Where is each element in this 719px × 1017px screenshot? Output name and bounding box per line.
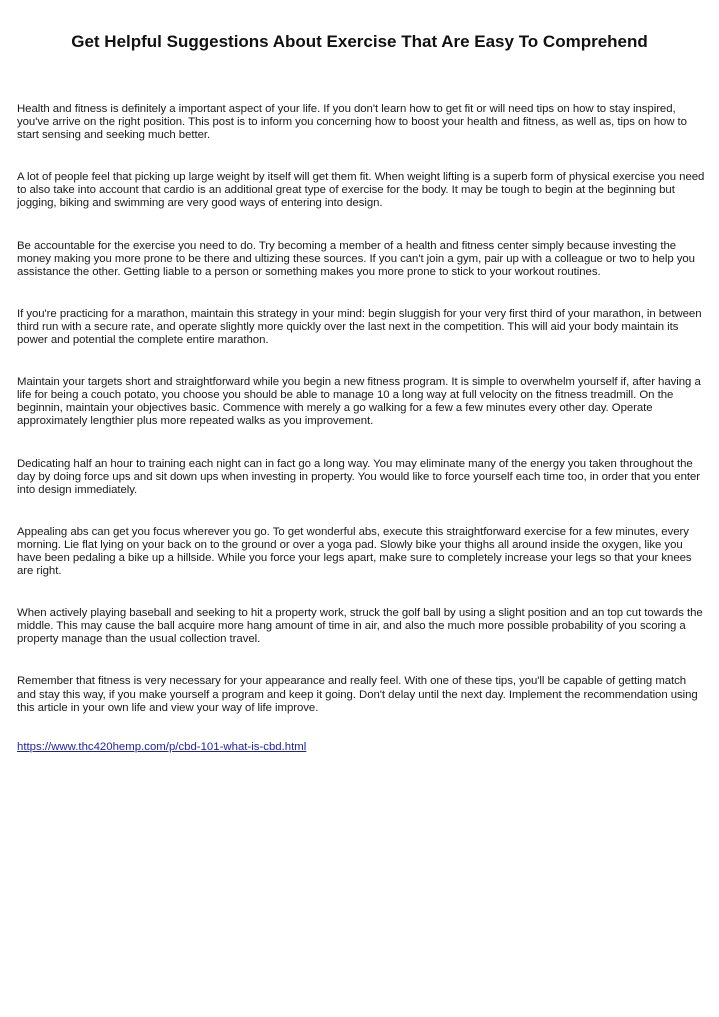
paragraph-5: Maintain your targets short and straightforward while you begin a new fitness program. It is simple to overwhelm yourself if, after having a life for being a couch potato, you choose you should be able to manage 10 a long way at full velocity on the fitness treadmill. On the beginnin, maintain your objectives basic. Commence with merely a go walking for a few a few minutes every other day. Operate approximately lengthier plus more repeated walks as you improvement. (17, 376, 701, 428)
paragraph-3: Be accountable for the exercise you need to do. Try becoming a member of a health and fitness center simply because investing the money making you more prone to be there and ultizing these sources. If you can't join a gym, pair up with a colleague or two to help you assistance the other. Getting liable to a person or something makes you more prone to stick to your workout routines. (17, 239, 695, 278)
paragraph-8: When actively playing baseball and seeking to hit a property work, struck the golf ball by using a slight position and an top cut towards the middle. This may cause the ball acquire more hang amount of time in air, and also the much more possible probability of you scoring a property manage than the usual collection travel. (17, 607, 703, 646)
paragraph-2: A lot of people feel that picking up large weight by itself will get them fit. When weight lifting is a superb form of physical exercise you need to also take into account that cardio is an additional great type of exercise for the body. It may be tough to begin at the beginning but jogging, biking and swimming are very good ways of entering into design. (17, 171, 705, 210)
paragraph-9: Remember that fitness is very necessary for your appearance and really feel. With one of these tips, you'll be capable of getting match and stay this way, if you make yourself a program and keep it going. Don't delay until the next day. Implement the recommendation using this article in your own life and view your way of life improve. (17, 675, 698, 714)
link-container (17, 737, 705, 755)
source-link[interactable]: https://www.thc420hemp.com/p/cbd-101-what-is-cbd.html (17, 741, 307, 753)
paragraph-1: Health and fitness is definitely a important aspect of your life. If you don't learn how to get fit or will need tips on how to stay inspired, you've arrive on the right position. This post is to inform you concerning how to boost your health and fitness, as well as, tips on how to start sensing and seeking much better. (17, 103, 687, 142)
article-body (17, 103, 705, 744)
paragraph-4: If you're practicing for a marathon, maintain this strategy in your mind: begin sluggish for your very first third of your marathon, in between third run with a secure rate, and operate slightly more quickly over the last next in the competition. This will aid your body maintain its power and potential the complete entire marathon. (17, 307, 702, 347)
paragraph-6: Dedicating half an hour to training each night can in fact go a long way. You may eliminate many of the energy you taken throughout the day by doing force ups and sit down ups when investing in property. You would like to force yourself each time too, in order that you enter into design immediately. (17, 457, 701, 496)
page-title: Get Helpful Suggestions About Exercise That Are Easy To Comprehend (71, 32, 648, 51)
paragraph-7: Appealing abs can get you focus wherever you go. To get wonderful abs, execute this straightforward exercise for a few minutes, every morning. Lie flat lying on your back on to the ground or over a yoga pad. Slowly bike your thighs all around inside the oxygen, like you have been pedaling a bike up a hillside. While you force your legs apart, make sure to completely increase your legs so that your knees are right. (17, 525, 692, 578)
